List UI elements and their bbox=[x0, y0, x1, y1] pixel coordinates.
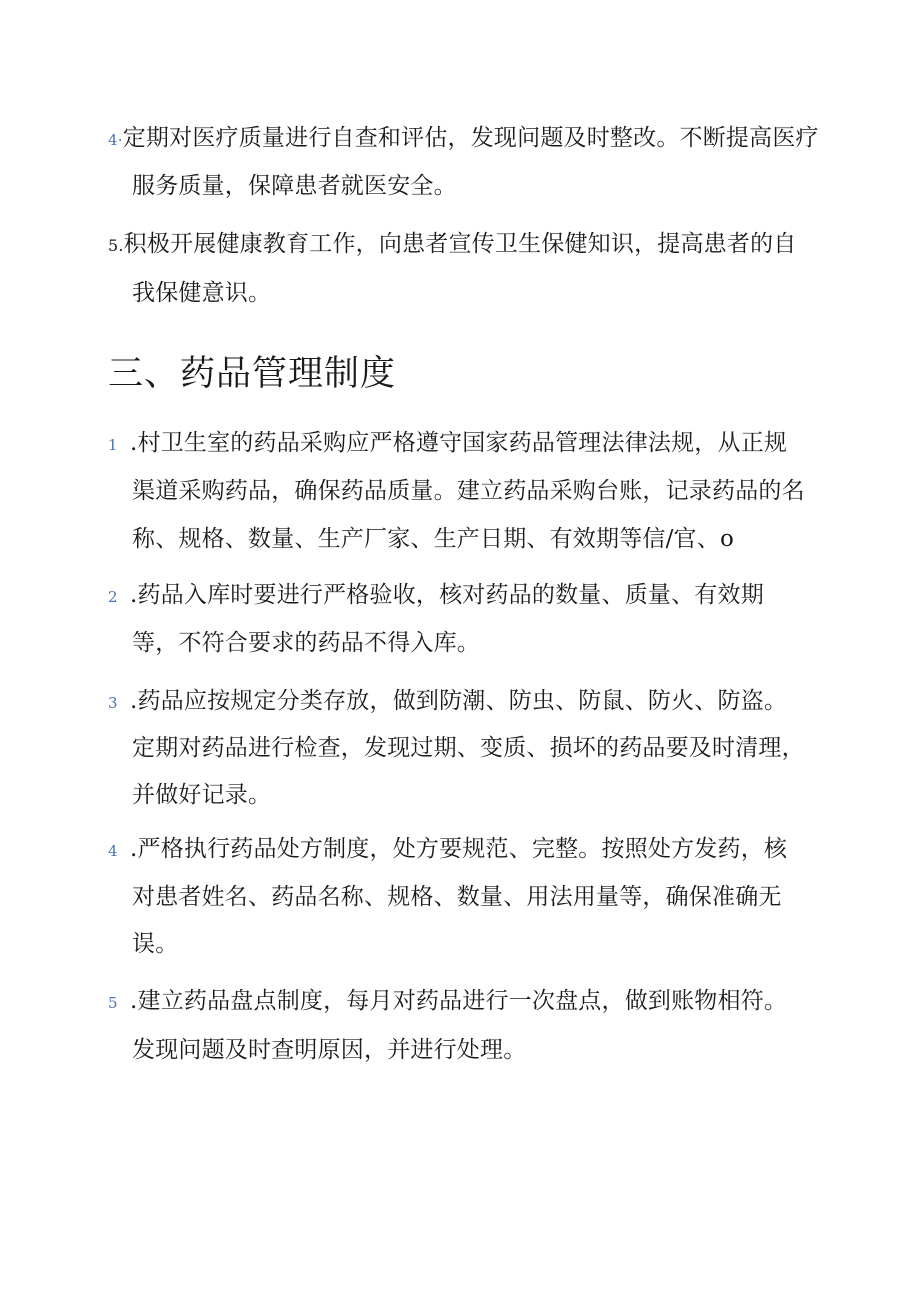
list-number: 1 bbox=[108, 436, 118, 454]
list-number: 5 bbox=[108, 994, 118, 1012]
item-2-line-1 bbox=[108, 580, 764, 612]
item-4-line-1 bbox=[108, 834, 787, 866]
paragraph-text: 定期对医疗质量进行自查和评估，发现问题及时整改。不断提高医疗 bbox=[122, 125, 819, 151]
paragraph-text: .建立药品盘点制度，每月对药品进行一次盘点，做到账物相符。 bbox=[130, 988, 788, 1014]
paragraph-text: .药品入库时要进行严格验收，核对药品的数量、质量、有效期 bbox=[130, 582, 764, 608]
item-1-line-1 bbox=[108, 428, 787, 460]
list-number: 4 bbox=[108, 842, 118, 860]
list-number: 2 bbox=[108, 588, 118, 606]
item-5-line-2: 发现问题及时查明原因，并进行处理。 bbox=[132, 1037, 527, 1063]
prev-item-5-line-2: 我保健意识。 bbox=[132, 280, 272, 306]
item-2-line-2: 等，不符合要求的药品不得入库。 bbox=[132, 630, 480, 656]
paragraph-text: .村卫生室的药品采购应严格遵守国家药品管理法律法规，从正规 bbox=[130, 430, 788, 456]
item-4-line-2: 对患者姓名、药品名称、规格、数量、用法用量等，确保准确无 bbox=[132, 884, 782, 910]
prev-item-4-line-1 bbox=[108, 123, 819, 155]
prev-item-4-line-2: 服务质量，保障患者就医安全。 bbox=[132, 173, 457, 199]
paragraph-text: .严格执行药品处方制度，处方要规范、完整。按照处方发药，核 bbox=[130, 836, 788, 862]
prev-item-5-line-1 bbox=[108, 229, 796, 261]
paragraph-text: 积极开展健康教育工作，向患者宣传卫生保健知识，提高患者的自 bbox=[123, 231, 797, 257]
item-5-line-1 bbox=[108, 986, 787, 1018]
paragraph-text: .药品应按规定分类存放，做到防潮、防虫、防鼠、防火、防盗。 bbox=[130, 688, 788, 714]
item-3-line-2: 定期对药品进行检查，发现过期、变质、损坏的药品要及时清理， bbox=[132, 735, 805, 761]
item-3-line-3: 并做好记录。 bbox=[132, 782, 272, 808]
list-number: 3 bbox=[108, 694, 118, 712]
list-number: 5. bbox=[108, 236, 124, 255]
item-4-line-3: 误。 bbox=[132, 931, 179, 957]
item-1-line-3: 称、规格、数量、生产厂家、生产日期、有效期等信/官、o bbox=[132, 526, 734, 552]
section-heading: 三、药品管理制度 bbox=[108, 354, 397, 394]
item-1-line-2: 渠道采购药品，确保药品质量。建立药品采购台账，记录药品的名 bbox=[132, 478, 805, 504]
item-3-line-1 bbox=[108, 686, 787, 718]
list-number: 4· bbox=[108, 131, 123, 149]
